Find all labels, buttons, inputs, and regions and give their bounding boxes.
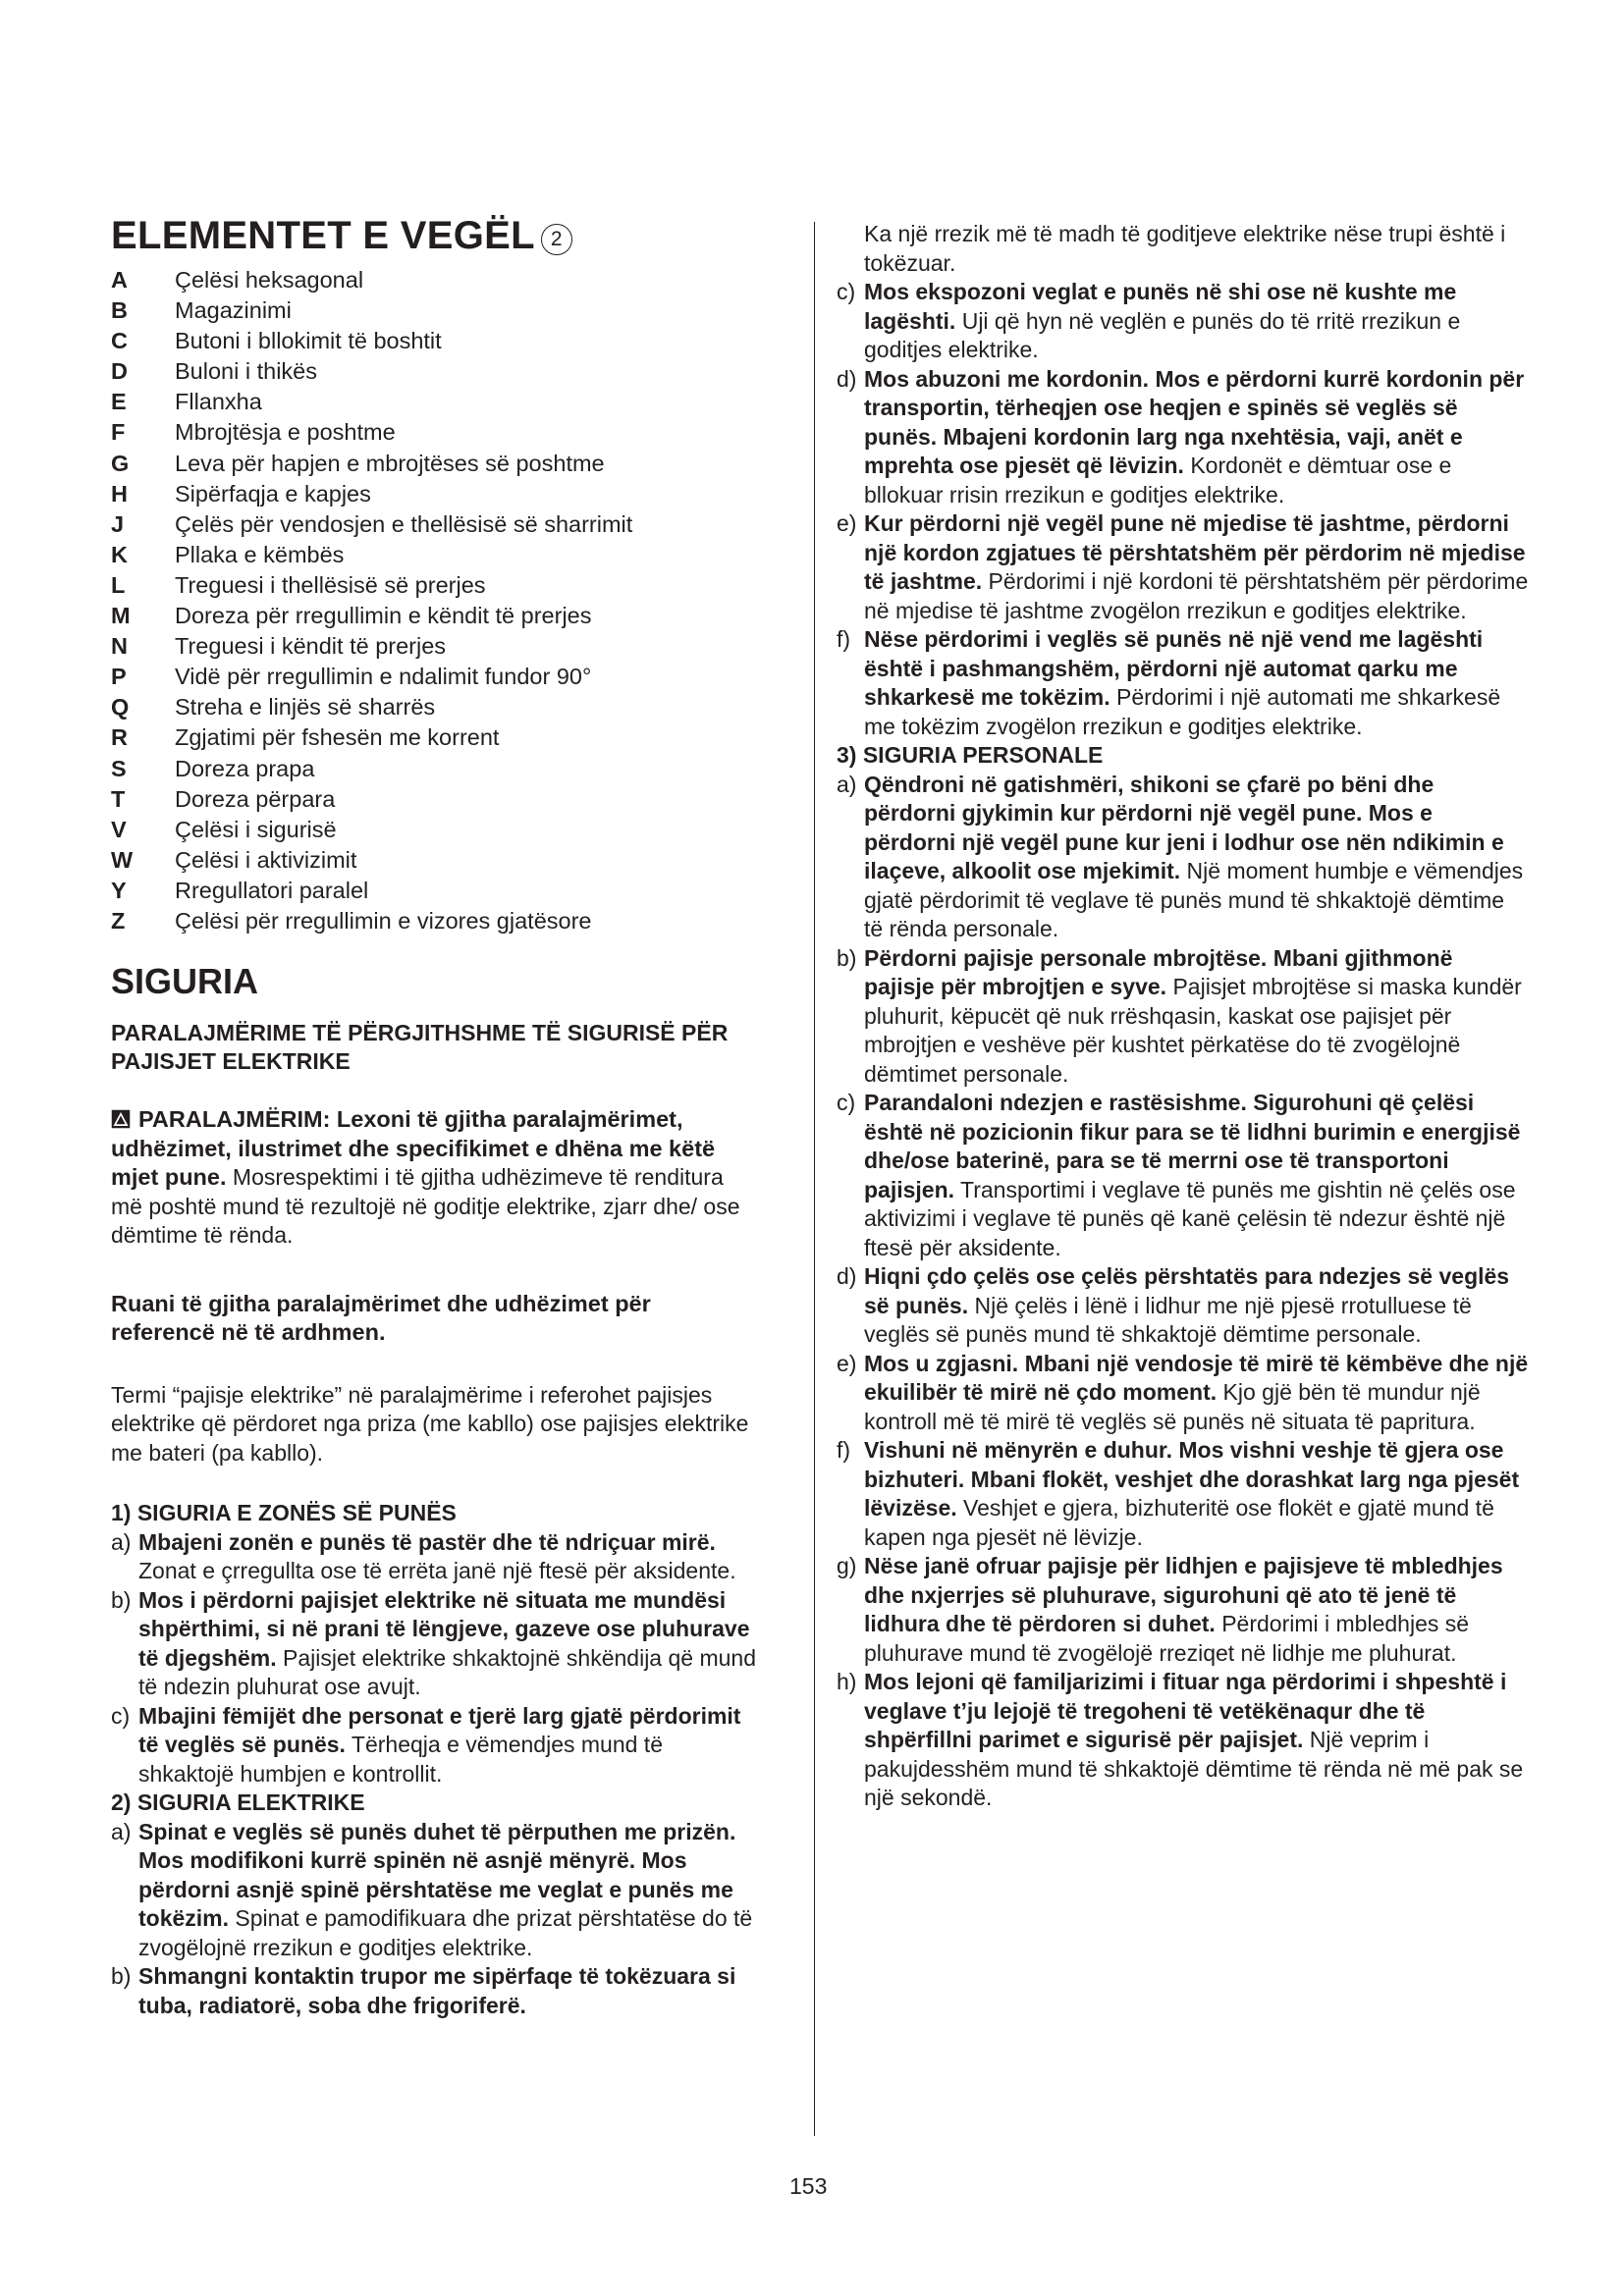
item-text: Tërheqja e vëmendjes mund të shkaktojë humbjen e kontrollit. [138,1732,663,1787]
item-content [864,1436,1529,1552]
component-label: Leva për hapjen e mbrojtëses së poshtme [175,450,605,476]
item-bold-text: Hiqni çdo çelës ose çelës përshtatës para ndezjes së veglës së punës. [864,1263,1510,1318]
item-content [864,1668,1529,1813]
component-label: Çelësi heksagonal [175,267,364,293]
item-content [864,509,1529,625]
component-label: Fllanxha [175,389,262,415]
item-content [138,1962,759,2020]
component-item [111,754,759,784]
components-title: ELEMENTET E VEGËL [111,214,535,257]
right-column [837,220,1529,1813]
component-letter: W [111,846,134,873]
list-item [837,1350,1529,1437]
column-divider [814,222,815,2136]
item-marker-blank [837,220,864,278]
component-label: Sipërfaqja e kapjes [175,480,371,507]
item-text: Ka një rrezik më të madh të goditjeve elektrike nëse trupi është i tokëzuar. [864,221,1506,276]
component-label: Pllaka e këmbës [175,541,345,567]
component-letter: G [111,450,130,476]
component-label: Treguesi i thellësisë së prerjes [175,571,486,598]
item-content [864,1350,1529,1437]
list-item [837,278,1529,365]
item-text: Një veprim i pakujdesshëm mund të shkaktojë dëmtime të rënda në më pak se një sekondë. [864,1727,1524,1810]
component-item [111,356,759,387]
item-text: Përdorimi i një kordoni të përshtatshëm për përdorime në mjedise të jashtme zvogëlon rrezikun e goditjes elektrike. [864,568,1529,623]
component-letter: J [111,510,125,537]
component-item [111,449,759,479]
component-label: Treguesi i këndit të prerjes [175,633,447,660]
item-text: Uji që hyn në veglën e punës do të rritë rrezikun e goditjes elektrike. [864,307,1461,362]
item-text: Zonat e çrregullta ose të errëta janë një ftesë për aksidente. [138,1558,736,1584]
list-item [837,1262,1529,1350]
list-item [111,1586,759,1702]
item-content [864,278,1529,365]
item-content [864,625,1529,741]
component-label: Doreza për rregullimin e këndit të prerjes [175,603,592,629]
component-item [111,631,759,662]
item-bold-text: Mos abuzoni me kordonin. Mos e përdorni kurrë kordonin për transportin, tërheqjen ose heqjen e spinës së veglës së punës. Mbajeni kordonin larg nga nxehtësia, vaji, anët e mprehta ose pjesët që lëvizin. [864,365,1525,478]
item-marker: b) [111,1963,132,1990]
safety-title: SIGURIA [111,961,259,1002]
item-marker: a) [837,771,857,797]
item-marker: b) [111,1586,132,1613]
component-letter: Y [111,877,127,903]
item-bold-text: Vishuni në mënyrën e duhur. Mos vishni veshje të gjera ose bizhuteri. Mbani flokët, veshjet dhe dorashkat larg nga pjesët lëvizëse. [864,1437,1520,1521]
component-label: Vidë për rregullimin e ndalimit fundor 90° [175,664,592,690]
component-item [111,326,759,356]
component-letter: T [111,785,126,812]
component-label: Zgjatimi për fshesën me korrent [175,724,500,751]
item-content [864,365,1529,510]
list-item [837,944,1529,1090]
item-marker: c) [111,1702,131,1729]
list-item [837,1089,1529,1262]
figure-ref-circle: 2 [541,224,572,255]
section-2-title: 2) SIGURIA ELEKTRIKE [111,1789,365,1816]
component-item [111,417,759,448]
list-item [837,771,1529,944]
item-bold-text: Mbajeni zonën e punës të pastër dhe të ndriçuar mirë. [138,1528,716,1555]
item-text: Pajisjet elektrike shkaktojnë shkëndija që mund të ndezin pluhurat ose avujt. [138,1644,756,1700]
item-bold-text: Mos i përdorni pajisjet elektrike në situata me mundësi shpërthimi, si në prani të lëngjeve, gazeve ose pluhurave të djegshëm. [138,1586,750,1671]
page-number: 153 [789,2173,828,2199]
item-content [864,771,1529,944]
component-letter: C [111,328,128,354]
component-item [111,601,759,631]
item-text: Kordonët e dëmtuar ose e bllokuar rrisin rrezikun e goditjes elektrike. [864,453,1452,507]
component-item [111,479,759,509]
warning-triangle-icon [111,1109,133,1129]
item-content [138,1818,759,1963]
item-text: Spinat e pamodifikuara dhe prizat përshtatëse do të zvogëlojnë rrezikun e goditjes elektrike. [138,1905,753,1960]
component-letter: S [111,755,127,781]
component-item [111,876,759,906]
component-letter: P [111,664,127,690]
component-label: Çelësi për rregullimin e vizores gjatësore [175,907,592,934]
component-label: Çelës për vendosjen e thellësisë së sharrimit [175,510,633,537]
item-marker: f) [837,1437,851,1463]
item-marker: a) [111,1528,132,1555]
item-bold-text: Përdorni pajisje personale mbrojtëse. Mbani gjithmonë pajisje për mbrojtjen e syve. [864,944,1453,999]
component-letter: Q [111,694,130,721]
components-list [111,265,759,936]
component-letter: A [111,267,128,293]
warning-bold-text: PARALAJMËRIM: Lexoni të gjitha paralajmërimet, udhëzimet, ilustrimet dhe specifikimet e dhëna me këtë mjet pune. [111,1106,716,1191]
component-label: Çelësi i aktivizimit [175,846,357,873]
item-content [138,1528,759,1586]
component-item [111,784,759,815]
item-marker: b) [837,944,857,971]
item-bold-text: Qëndroni në gatishmëri, shikoni se çfarë po bëni dhe përdorni gjykimin kur përdorni një vegël pune. Mos e përdorni një vegël pune kur jeni i lodhur ose nën ndikimin e ilaçeve, alkoolit ose mjekimit. [864,771,1504,883]
component-item [111,265,759,295]
item-marker: a) [111,1818,132,1844]
component-item [111,845,759,876]
item-bold-text: Mbajini fëmijët dhe personat e tjerë larg gjatë përdorimit të veglës së punës. [138,1702,741,1758]
item-content [864,944,1529,1090]
item-marker: f) [837,626,851,652]
component-label: Rregullatori paralel [175,877,369,903]
component-letter: V [111,816,127,842]
item-marker: c) [837,279,856,304]
save-instructions: Ruani të gjitha paralajmërimet dhe udhëzimet për referencë në të ardhmen. [111,1290,651,1346]
item-text: Transportimi i veglave të punës me gishtin në çelës ose aktivizimi i veglave të punës që kanë çelësin të ndezur është një ftesë për aksidente. [864,1176,1516,1260]
term-definition: Termi “pajisje elektrike” në paralajmërime i referohet pajisjes elektrike që përdoret nga priza (me kabllo) ose pajisjes elektrike me bateri (pa kabllo). [111,1381,749,1466]
warning-text: Mosrespektimi i të gjitha udhëzimeve të renditura më poshtë mund të rezultojë në goditje elektrike, zjarr dhe/ ose dëmtime të rënda. [111,1164,740,1249]
item-content [864,1262,1529,1350]
component-label: Magazinimi [175,297,292,324]
list-item [837,1668,1529,1813]
component-item [111,722,759,753]
component-letter: H [111,480,128,507]
list-item [111,1702,759,1789]
item-text: Një çelës i lënë i lidhur me një pjesë rrotulluese të veglës së punës mund të shkaktojë dëmtime personale. [864,1292,1472,1347]
list-item [111,1962,759,2020]
component-label: Çelësi i sigurisë [175,816,337,842]
list-item [837,1552,1529,1668]
component-letter: F [111,419,126,446]
component-item [111,540,759,570]
list-item [111,1818,759,1963]
item-text: Kjo gjë bën të mundur një kontroll më të mirë të veglës së punës në situata të papritura. [864,1379,1481,1434]
item-text: Pajisjet mbrojtëse si maska kundër pluhurit, këpucët që nuk rrëshqasin, kaskat ose pajisjet për mbrojtjen e veshëve për kushtet përkatëse do të zvogëlojnë dëmtimet personale. [864,974,1522,1087]
component-letter: L [111,571,126,598]
item-content [138,1702,759,1789]
list-item [111,1528,759,1586]
component-letter: N [111,633,128,660]
item-text: Një moment humbje e vëmendjes gjatë përdorimit të veglave të punës mund të shkaktojë dëmtime të rënda personale. [864,858,1524,941]
component-item [111,662,759,692]
item-bold-text: Mos ekspozoni veglat e punës në shi ose në kushte me lagështi. [864,279,1457,334]
item-marker: d) [837,1263,857,1289]
left-column [111,214,759,2020]
item-marker: d) [837,365,857,392]
component-item [111,570,759,601]
component-label: Streha e linjës së sharrës [175,694,436,721]
item-marker: e) [837,510,857,536]
list-item [837,625,1529,741]
item-bold-text: Mos u zgjasni. Mbani një vendosje të mirë të këmbëve dhe një ekuilibër të mirë në çdo moment. [864,1350,1529,1405]
item-bold-text: Kur përdorni një vegël pune në mjedise të jashtme, përdorni një kordon zgjatues të përshtatshëm për përdorim në mjedise të jashtme. [864,510,1526,594]
components-heading [111,214,759,257]
item-text: Përdorimi i mbledhjes së pluhurave mund të zvogëlojë rreziqet në lidhje me pluhurat. [864,1611,1470,1666]
item-content [864,1089,1529,1262]
component-letter: D [111,358,128,385]
component-letter: Z [111,907,126,934]
component-item [111,387,759,417]
list-item [837,509,1529,625]
item-marker: e) [837,1350,857,1376]
component-letter: K [111,541,128,567]
component-item [111,815,759,845]
item-bold-text: Nëse përdorimi i veglës së punës në një vend me lagështi është i pashmangshëm, përdorni një automat qarku me shkarkesë me tokëzim. [864,626,1484,710]
section-1-title: 1) SIGURIA E ZONËS SË PUNËS [111,1500,457,1526]
component-letter: E [111,389,127,415]
item-text: Përdorimi i një automati me shkarkesë me tokëzim zvogëlon rrezikun e goditjes elektrike. [864,684,1501,739]
component-letter: R [111,724,128,751]
component-label: Butoni i bllokimit të boshtit [175,328,442,354]
item-bold-text: Shmangni kontaktin trupor me sipërfaqe të tokëzuara si tuba, radiatorë, soba dhe frigoriferë. [138,1963,736,2018]
item-bold-text: Spinat e veglës së punës duhet të përputhen me prizën. Mos modifikoni kurrë spinën në asnjë mënyrë. Mos përdorni asnjë spinë përshtatëse me veglat e punës me tokëzim. [138,1818,736,1932]
list-item [837,365,1529,510]
warning-paragraph [111,1105,759,1251]
list-item [837,1436,1529,1552]
component-item [111,295,759,326]
item-bold-text: Mos lejoni që familjarizimi i fituar nga përdorimi i shpeshtë i veglave t’ju lejojë të tregoheni të vetëkënaqur dhe të shpërfillni parimet e sigurisë për pajisjet. [864,1669,1507,1752]
component-item [111,906,759,936]
item-content [138,1586,759,1702]
component-label: Buloni i thikës [175,358,317,385]
list-item-continuation [837,220,1529,278]
item-marker: g) [837,1553,857,1578]
item-bold-text: Nëse janë ofruar pajisje për lidhjen e pajisjeve të mbledhjes dhe nxjerrjes së pluhurave, sigurohuni që ato të jenë të lidhura dhe të përdoren si duhet. [864,1553,1503,1636]
component-item [111,692,759,722]
item-text: Veshjet e gjera, bizhuteritë ose flokët e gjatë mund të kapen nga pjesët në lëvizje. [864,1495,1494,1550]
component-letter: M [111,603,131,629]
section-3-title: 3) SIGURIA PERSONALE [837,742,1104,768]
component-item [111,509,759,540]
component-label: Doreza përpara [175,785,336,812]
component-letter: B [111,297,128,324]
item-marker: h) [837,1669,857,1694]
component-label: Mbrojtësja e poshtme [175,419,396,446]
item-content [864,1552,1529,1668]
item-bold-text: Parandaloni ndezjen e rastësishme. Sigurohuni që çelësi është në pozicionin fikur para se të lidhni burimin e energjisë dhe/ose baterinë, para se të merrni ose të transportoni pajisjen. [864,1090,1521,1202]
safety-subtitle: PARALAJMËRIME TË PËRGJITHSHME TË SIGURISË PËR PAJISJET ELEKTRIKE [111,1020,729,1075]
item-marker: c) [837,1090,856,1115]
component-label: Doreza prapa [175,755,315,781]
